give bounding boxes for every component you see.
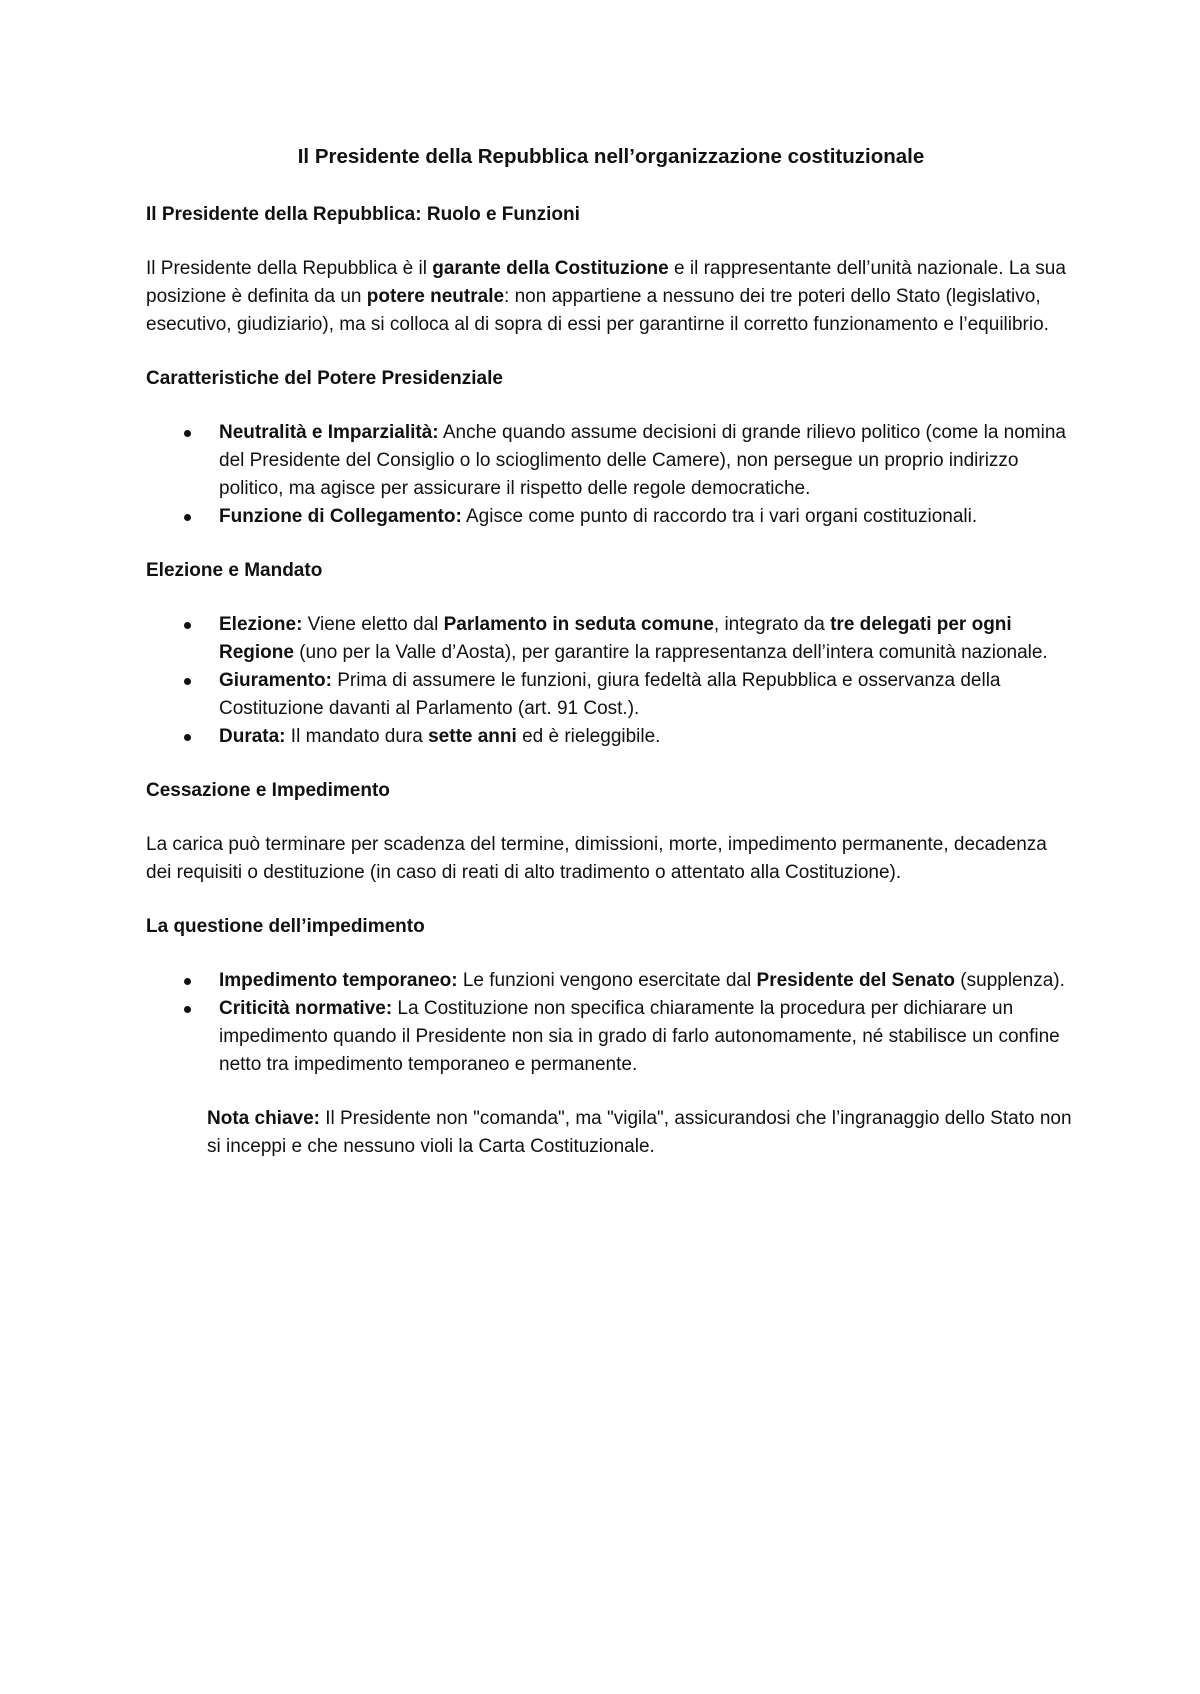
text-run: (uno per la Valle d’Aosta), per garantire la rappresentanza dell’intera comunità nazionale. — [293, 642, 1048, 663]
section-heading-elezione-mandato: Elezione e Mandato — [146, 560, 323, 581]
bullet-icon — [184, 514, 191, 521]
document-title: Il Presidente della Repubblica nell’organizzazione costituzionale — [297, 145, 925, 168]
section-heading-caratteristiche: Caratteristiche del Potere Presidenziale — [146, 368, 503, 389]
bullet-list-elezione — [146, 611, 1076, 751]
bullet-icon — [184, 978, 191, 985]
text-run: Viene eletto dal — [302, 614, 444, 635]
bold-run: Parlamento in seduta comune — [443, 614, 714, 635]
text-run: e il rappresentante dell’unità nazionale. La sua posizione è definita da un — [146, 258, 1066, 307]
item-label: Giuramento: — [219, 670, 332, 691]
section-heading-ruolo-funzioni: Il Presidente della Repubblica: Ruolo e Funzioni — [146, 204, 580, 225]
item-text: Anche quando assume decisioni di grande rilievo politico (come la nomina del Presidente del Consiglio o lo scioglimento delle Camere), non persegue un proprio indirizzo politico, ma agisce per assicurare il rispetto delle regole democratiche. — [219, 422, 1066, 499]
paragraph-cessazione: La carica può terminare per scadenza del termine, dimissioni, morte, impedimento permanente, decadenza dei requisiti o destituzione (in caso di reati di alto tradimento o attentato alla Costituzione). — [146, 834, 1047, 883]
item-text: La Costituzione non specifica chiaramente la procedura per dichiarare un impedimento quando il Presidente non sia in grado di farlo autonomamente, né stabilisce un confine netto tra impedimento temporaneo e permanente. — [219, 998, 1060, 1075]
list-item — [146, 667, 1076, 723]
item-label: Durata: — [219, 726, 286, 747]
text-run: Il mandato dura — [285, 726, 429, 747]
bold-run: potere neutrale — [366, 286, 505, 307]
list-item — [146, 967, 1076, 995]
text-run: Il Presidente della Repubblica è il — [146, 258, 433, 279]
bullet-icon — [184, 1006, 191, 1013]
item-label: Neutralità e Imparzialità: — [219, 422, 439, 443]
list-item — [146, 995, 1076, 1079]
bold-run: garante della Costituzione — [432, 258, 669, 279]
list-item — [146, 723, 1076, 751]
text-run: (supplenza). — [955, 970, 1065, 991]
item-text: Prima di assumere le funzioni, giura fedeltà alla Repubblica e osservanza della Costituzione davanti al Parlamento (art. 91 Cost.). — [219, 670, 1001, 719]
bold-run: tre delegati per ogni Regione — [219, 614, 1012, 663]
text-run: , integrato da — [713, 614, 831, 635]
key-note — [146, 1105, 1076, 1161]
paragraph-ruolo-funzioni — [146, 255, 1076, 339]
bullet-icon — [184, 622, 191, 629]
item-label: Criticità normative: — [219, 998, 393, 1019]
bullet-icon — [184, 734, 191, 741]
text-run: Le funzioni vengono esercitate dal — [457, 970, 757, 991]
list-item — [146, 419, 1076, 503]
item-label: Impedimento temporaneo: — [219, 970, 458, 991]
bullet-list-impedimento — [146, 967, 1076, 1079]
note-label: Nota chiave: — [207, 1108, 320, 1129]
item-text: Agisce come punto di raccordo tra i vari organi costituzionali. — [461, 506, 978, 527]
section-heading-impedimento: La questione dell’impedimento — [146, 916, 425, 937]
bullet-icon — [184, 678, 191, 685]
bold-run: Presidente del Senato — [756, 970, 956, 991]
section-heading-cessazione: Cessazione e Impedimento — [146, 780, 390, 801]
item-label: Funzione di Collegamento: — [219, 506, 462, 527]
document-body — [146, 142, 1076, 1161]
text-run: : non appartiene a nessuno dei tre poteri dello Stato (legislativo, esecutivo, giudiziario), ma si colloca al di sopra di essi per garantirne il corretto funzionamento e l’equilibrio. — [146, 286, 1049, 335]
list-item — [146, 611, 1076, 667]
note-text: Il Presidente non "comanda", ma "vigila", assicurandosi che l’ingranaggio dello Stato non si inceppi e che nessuno violi la Carta Costituzionale. — [207, 1108, 1072, 1157]
text-run: ed è rieleggibile. — [516, 726, 661, 747]
bullet-list-caratteristiche — [146, 419, 1076, 531]
item-label: Elezione: — [219, 614, 303, 635]
bold-run: sette anni — [428, 726, 517, 747]
list-item — [146, 503, 1076, 531]
bullet-icon — [184, 430, 191, 437]
